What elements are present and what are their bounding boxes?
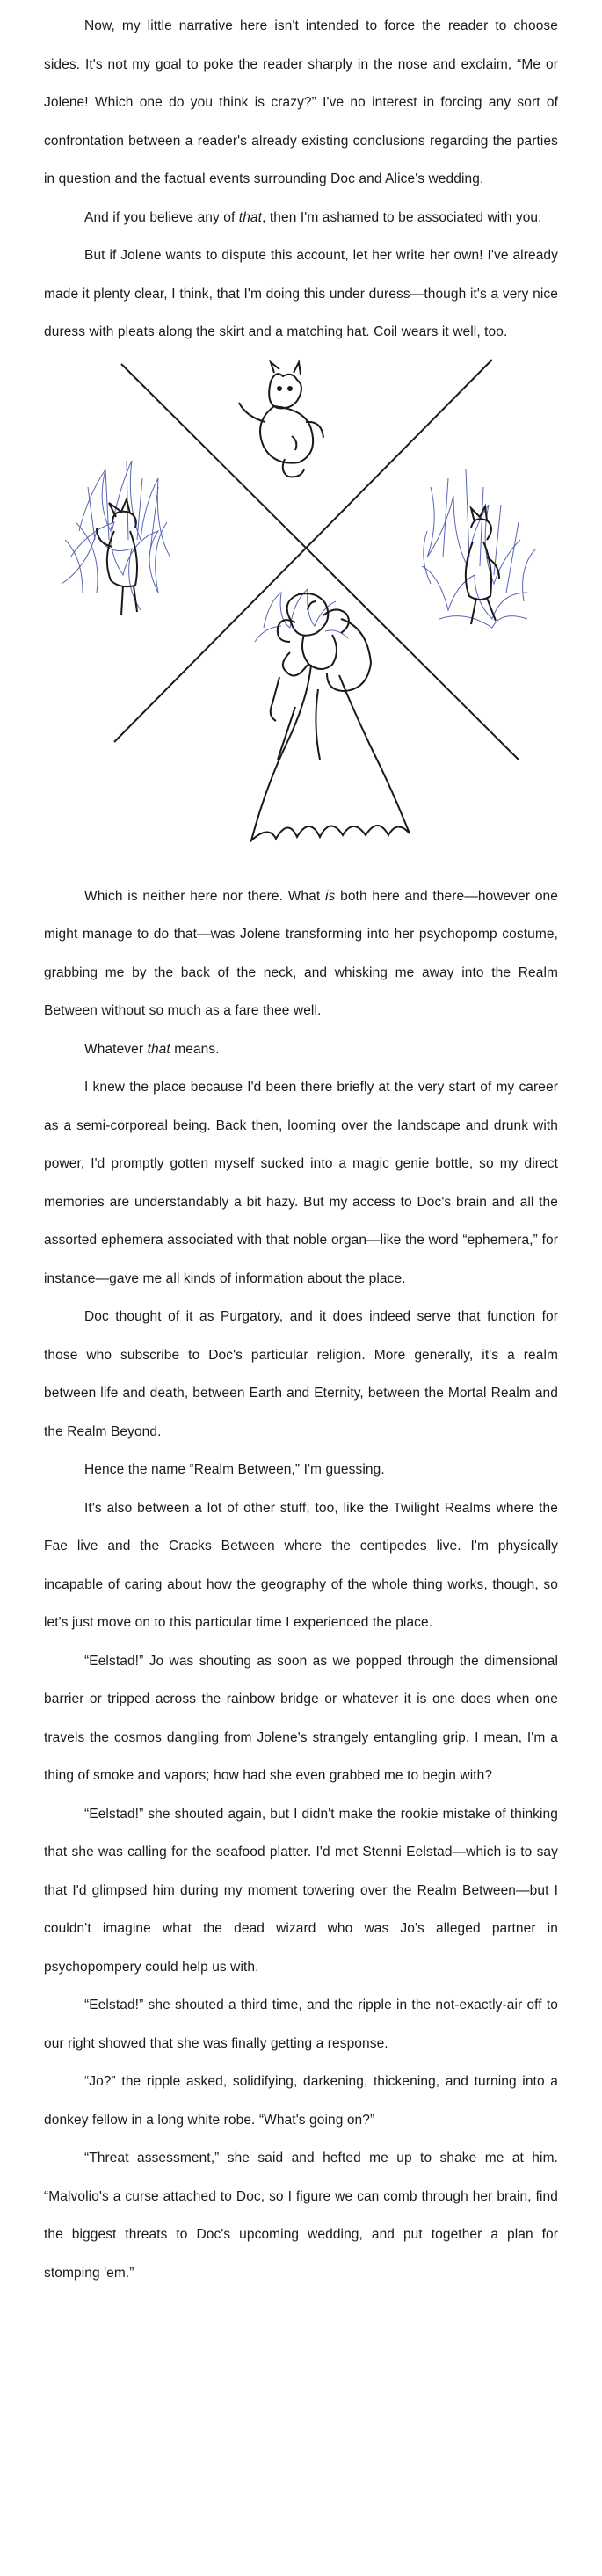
left-scribble-figure [62, 461, 170, 615]
paragraph: It's also between a lot of other stuff, too, like the Twilight Realms where the Fae live and the Cracks Between where the centipedes live. I'm physically incapable of caring about how the geography of the whole thing works, though, so let's just move on to this particular time I experienced the place. [44, 1500, 558, 1630]
text-section-after-illustration [44, 877, 558, 2293]
paragraph: Doc thought of it as Purgatory, and it does indeed serve that function for those who subscribe to Doc's particular religion. More generally, it's a realm between life and death, between Earth and Eternity, between the Mortal Realm and the Realm Beyond. [44, 1309, 558, 1439]
paragraph: I knew the place because I'd been there briefly at the very start of my career as a semi-corporeal being. Back then, looming over the landscape and drunk with power, I'd promptly gotten myself sucked into a magic genie bottle, so my direct memories are understandably a bit hazy. But my access to Doc's brain and all the assorted ephemera associated with that noble organ—like the word “ephemera,” for instance—gave me all kinds of information about the place. [44, 1080, 558, 1286]
ink-illustration [44, 355, 558, 874]
paragraph: “Eelstad!” Jo was shouting as soon as we popped through the dimensional barrier or tripped across the rainbow bridge or whatever it is one does when one travels the cosmos dangling from Jolene's strangely entangling grip. I mean, I'm a thing of smoke and vapors; how had she even grabbed me to begin with? [44, 1653, 558, 1783]
divider-line-left [121, 364, 519, 760]
paragraph: “Jo?” the ripple asked, solidifying, darkening, thickening, and turning into a donkey fellow in a long white robe. “What's going on?” [44, 2074, 558, 2128]
paragraph: “Eelstad!” she shouted again, but I didn't make the rookie mistake of thinking that she was calling for the seafood platter. I'd met Stenni Eelstad—which is to say that I'd glimpsed him during my moment towering over the Realm Between—but I couldn't imagine what the dead wizard who was Jo's alleged partner in psychopompery could help us with. [44, 1806, 558, 1975]
text-section-before-illustration [44, 7, 558, 352]
emphasis: is [324, 888, 336, 904]
top-cat-figure [239, 362, 323, 477]
paragraph: And if you believe any of that, then I'm ashamed to be associated with you. [84, 209, 542, 225]
paragraph: But if Jolene wants to dispute this account, let her write her own! I've already made it plenty clear, I think, that I'm doing this under duress—though it's a very nice duress with pleats along the skirt and a matching hat. Coil wears it well, too. [44, 248, 558, 339]
paragraph: “Threat assessment,” she said and hefted me up to shake me at him. “Malvolio's a curse attached to Doc, so I figure we can comb through her brain, find the biggest threats to Doc's upcoming wedding, and put together a plan for stomping 'em.” [44, 2150, 558, 2281]
emphasis: that [238, 209, 263, 225]
paragraph: Whatever that means. [84, 1041, 220, 1057]
paragraph: Which is neither here nor there. What is both here and there—however one might manage to do that—was Jolene transforming into her psychopomp costume, grabbing me by the back of the neck, and whisking me away into the Realm Between without so much as a fare thee well. [44, 888, 558, 1018]
emphasis: that [147, 1041, 170, 1057]
paragraph: Now, my little narrative here isn't intended to force the reader to choose sides. It's not my goal to poke the reader sharply in the nose and exclaim, “Me or Jolene! Which one do you think is crazy?” I've no interest in forcing any sort of confrontation between a reader's already existing conclusions regarding the parties in question and the factual events surrounding Doc and Alice's wedding. [44, 18, 558, 186]
paragraph: “Eelstad!” she shouted a third time, and the ripple in the not-exactly-air off to our right showed that she was finally getting a response. [44, 1997, 558, 2051]
paragraph: Hence the name “Realm Between,” I'm guessing. [84, 1462, 385, 1477]
right-scribble-figure [422, 469, 536, 628]
